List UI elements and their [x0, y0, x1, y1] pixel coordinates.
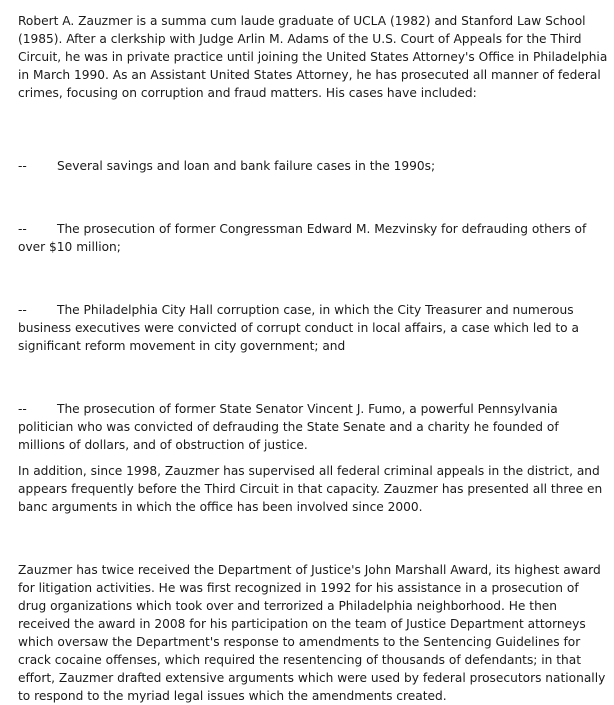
case-text: The prosecution of former State Senator Vincent J. Fumo, a powerful Pennsylvania politician who was convicted of defrauding the State Senate and a charity he founded of millions of dollars, and of obstruction of justice. [18, 402, 559, 452]
bullet-dash: -- [18, 303, 27, 317]
case-text: The prosecution of former Congressman Edward M. Mezvinsky for defrauding others of over $10 million; [18, 222, 587, 254]
bullet-dash: -- [18, 222, 27, 236]
biography-document [18, 12, 608, 705]
bullet-dash: -- [18, 402, 27, 416]
case-text: Several savings and loan and bank failure cases in the 1990s; [57, 159, 436, 173]
appeals-paragraph: In addition, since 1998, Zauzmer has supervised all federal criminal appeals in the district, and appears frequently before the Third Circuit in that capacity. Zauzmer has presented all three en banc arguments in which the office has been involved since 2000. [18, 464, 603, 514]
case-text: The Philadelphia City Hall corruption case, in which the City Treasurer and numerous business executives were convicted of corrupt conduct in local affairs, a case which led to a significant reform movement in city government; and [18, 303, 579, 353]
awards-paragraph: Zauzmer has twice received the Department of Justice's John Marshall Award, its highest award for litigation activities. He was first recognized in 1992 for his assistance in a prosecution of drug organizations which took over and terrorized a Philadelphia neighborhood. He then received the award in 2008 for his participation on the team of Justice Department attorneys which oversaw the Department's response to amendments to the Sentencing Guidelines for crack cocaine offenses, which required the resentencing of thousands of defendants; in that effort, Zauzmer drafted extensive arguments which were used by federal prosecutors nationally to respond to the myriad legal issues which the amendments created. [18, 563, 606, 703]
case-item [18, 157, 608, 175]
case-item [18, 301, 608, 355]
case-item [18, 400, 608, 454]
intro-paragraph: Robert A. Zauzmer is a summa cum laude graduate of UCLA (1982) and Stanford Law School (1985). After a clerkship with Judge Arlin M. Adams of the U.S. Court of Appeals for the Third Circuit, he was in private practice until joining the United States Attorney's Office in Philadelphia in March 1990. As an Assistant United States Attorney, he has prosecuted all manner of federal crimes, focusing on corruption and fraud matters. His cases have included: [18, 14, 608, 100]
bullet-dash: -- [18, 159, 27, 173]
case-item [18, 220, 608, 256]
